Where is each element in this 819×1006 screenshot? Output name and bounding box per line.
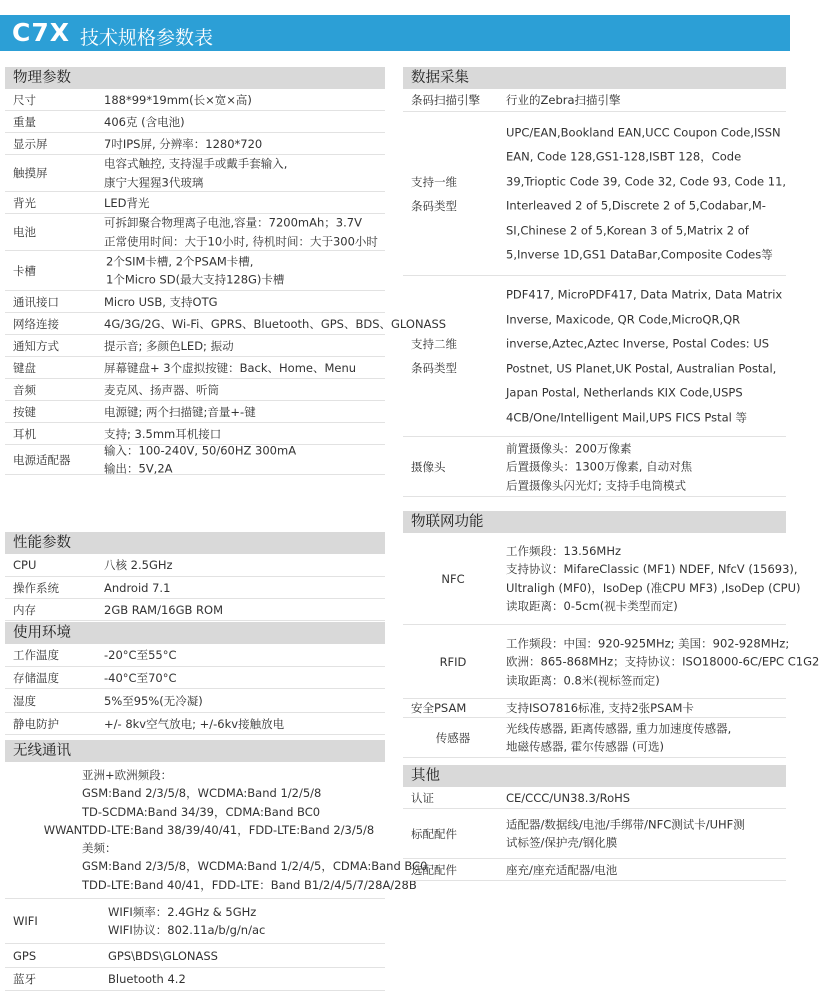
spec-value-line: 输出：5V,2A: [104, 461, 173, 476]
spec-value-line: GPS\BDS\GLONASS: [108, 948, 218, 963]
section-iot: [403, 511, 819, 758]
spec-value: [104, 404, 385, 420]
spec-value: [506, 790, 786, 806]
section-title: 物联网功能: [403, 511, 786, 533]
spec-value: [104, 214, 385, 251]
spec-value: [104, 716, 385, 732]
spec-value-line: 电容式触控, 支持湿手或戴手套输入,: [104, 156, 288, 171]
spec-value-line: 可拆卸聚合物理离子电池,容量：7200mAh；3.7V: [104, 215, 362, 230]
spec-label: 重量: [13, 114, 36, 129]
spec-value-line: 5%至95%(无冷凝): [104, 693, 203, 708]
spec-row: [403, 809, 786, 859]
spec-label: 电源适配器: [13, 452, 71, 467]
spec-value-line: TDD-LTE:Band 40/41，FDD-LTE：Band B1/2/4/5/7/28A/28B: [82, 877, 417, 892]
spec-value-line: 正常使用时间：大于10小时, 待机时间：大于300小时: [104, 234, 378, 248]
spec-value-line: 1个Micro SD(最大支持128G)卡槽: [106, 272, 285, 287]
spec-value-line: Android 7.1: [104, 580, 171, 595]
spec-value: [104, 382, 385, 398]
spec-value-line: 2个SIM卡槽, 2个PSAM卡槽,: [106, 254, 254, 268]
spec-row: [5, 968, 385, 991]
section-environment: [5, 622, 385, 735]
spec-value-line: 支持ISO7816标准, 支持2张PSAM卡: [506, 701, 694, 715]
spec-value: [104, 338, 385, 354]
spec-label: 标配配件: [411, 826, 457, 841]
spec-value-line: LED背光: [104, 195, 150, 210]
model-name: C7X: [12, 18, 71, 47]
spec-value: [104, 136, 385, 152]
spec-value-line: 188*99*19mm(长×宽×高): [104, 92, 252, 107]
spec-value: [104, 602, 385, 618]
spec-label: 支持二维 条码类型: [411, 337, 457, 375]
spec-value-line: 4G/3G/2G、Wi-Fi、GPRS、Bluetooth、GPS、BDS、GLONASS: [104, 316, 447, 331]
spec-value: [104, 92, 385, 108]
spec-label: 按键: [13, 404, 36, 419]
spec-value-line: 地磁传感器, 霍尔传感器 (可选): [506, 739, 664, 754]
spec-value-line: 欧洲：865-868MHz；支持协议：ISO18000-6C/EPC C1G2: [506, 654, 819, 669]
spec-label: 静电防护: [13, 716, 59, 731]
spec-value-line: 4CB/One/Intelligent Mail,UPS FICS Pstal 等: [506, 410, 748, 424]
section-title: 数据采集: [403, 67, 786, 89]
spec-value-line: -20°C至55°C: [104, 648, 177, 662]
spec-value-line: WIFI协议：802.11a/b/g/n/ac: [108, 923, 266, 937]
spec-row: [5, 89, 385, 111]
spec-value-line: 后置摄像头闪光灯; 支持手电筒模式: [506, 477, 687, 492]
spec-value-line: 读取距离：0-5cm(视卡类型而定): [506, 599, 678, 613]
spec-label: 认证: [411, 790, 434, 805]
spec-value-line: GSM:Band 2/3/5/8，WCDMA:Band 1/2/4/5，CDMA:Band BC0: [82, 859, 428, 874]
spec-value: [506, 439, 786, 495]
spec-value-line: UPC/EAN,Bookland EAN,UCC Coupon Code,ISSN: [506, 125, 781, 139]
spec-value-line: 座充/座充适配器/电池: [506, 862, 618, 877]
spec-row: [5, 599, 385, 621]
spec-row: [5, 713, 385, 735]
spec-value-line: 行业的Zebra扫描引擎: [506, 93, 621, 107]
spec-value-line: 406克 (含电池): [104, 114, 185, 129]
spec-label: 显示屏: [13, 136, 48, 151]
spec-value-line: Bluetooth 4.2: [108, 972, 186, 986]
section-other: [403, 765, 786, 881]
spec-row: [403, 625, 819, 699]
spec-value-line: Micro USB, 支持OTG: [104, 294, 218, 309]
spec-row: [5, 944, 385, 968]
spec-value-line: 后置摄像头：1300万像素, 自动对焦: [506, 459, 693, 474]
spec-value: [104, 557, 385, 573]
spec-value-line: 光线传感器, 距离传感器, 重力加速度传感器,: [506, 721, 732, 735]
page-title: 技术规格参数表: [80, 27, 214, 49]
spec-value: [104, 195, 385, 211]
spec-value: [506, 862, 786, 878]
spec-value-line: 2GB RAM/16GB ROM: [104, 602, 224, 617]
spec-value-line: 亚洲+欧洲频段：: [82, 767, 173, 782]
spec-value-line: 输入：100-240V, 50/60HZ 300mA: [104, 443, 297, 457]
spec-value: [104, 693, 385, 709]
spec-value-line: PDF417, MicroPDF417, Data Matrix, Data Matrix: [506, 287, 783, 302]
spec-value-line: +/- 8kv空气放电; +/-6kv接触放电: [104, 716, 285, 731]
section-title: 性能参数: [5, 532, 385, 554]
spec-label: 选配配件: [411, 862, 457, 877]
spec-value-line: WIFI频率：2.4GHz & 5GHz: [108, 905, 257, 919]
spec-value: [506, 283, 786, 430]
spec-row: [5, 667, 385, 689]
spec-row: [403, 112, 786, 276]
spec-value-line: inverse,Aztec,Aztec Inverse, Postal Codes: US: [506, 336, 770, 351]
spec-value: [506, 700, 786, 716]
spec-row: [5, 155, 385, 192]
spec-value-line: 前置摄像头：200万像素: [506, 440, 632, 455]
spec-row: [5, 313, 447, 335]
spec-row: [403, 718, 786, 758]
spec-value: [108, 948, 385, 964]
section-title: 物理参数: [5, 67, 385, 89]
spec-label: CPU: [13, 558, 37, 572]
spec-label: 尺寸: [13, 92, 36, 107]
spec-value: [104, 294, 385, 310]
spec-label: 通讯接口: [13, 294, 59, 309]
spec-label: 工作温度: [13, 648, 59, 662]
spec-value: [506, 542, 801, 616]
spec-value-line: 提示音; 多颜色LED; 振动: [104, 338, 234, 353]
spec-label: 支持一维 条码类型: [411, 174, 457, 213]
spec-row: [403, 437, 786, 497]
spec-row: [5, 379, 385, 401]
spec-row: [5, 251, 385, 291]
spec-value-line: 美频：: [82, 841, 117, 856]
spec-value-line: Japan Postal, Netherlands KIX Code,USPS: [506, 385, 743, 400]
section-data-capture: [403, 67, 786, 497]
spec-label: 通知方式: [13, 338, 59, 353]
spec-value-line: SI,Chinese 2 of 5,Korean 3 of 5,Matrix 2 of: [506, 223, 749, 237]
spec-value-line: Postnet, US Planet,UK Postal, Australian Postal,: [506, 361, 777, 375]
spec-value-line: EAN, Code 128,GS1-128,ISBT 128，Code: [506, 149, 742, 164]
spec-label: WWAN: [43, 823, 83, 837]
spec-row: [5, 554, 385, 577]
spec-value: [104, 580, 385, 596]
spec-value: [108, 971, 385, 987]
spec-row: [5, 644, 385, 667]
spec-label: 摄像头: [411, 459, 446, 474]
spec-row: [5, 899, 385, 944]
spec-row: [5, 335, 385, 357]
spec-value: [104, 647, 385, 663]
spec-value: [104, 114, 385, 130]
spec-value-line: 5,Inverse 1D,GS1 DataBar,Composite Codes等: [506, 247, 773, 262]
spec-label: 条码扫描引擎: [411, 93, 480, 107]
spec-row: [403, 276, 786, 437]
spec-value-line: Ultraligh (MF0)，IsoDep (准CPU MF3) ,IsoDep (CPU): [506, 580, 801, 595]
spec-row: [403, 859, 786, 881]
spec-value: [104, 360, 385, 376]
spec-label: 触摸屏: [13, 166, 48, 180]
section-title: 其他: [403, 765, 786, 787]
spec-value: [104, 670, 385, 686]
spec-row: [403, 89, 786, 112]
spec-label: RFID: [439, 654, 467, 669]
spec-value-line: TD-SCDMA:Band 34/39，CDMA:Band BC0: [82, 804, 321, 819]
spec-row: [403, 699, 786, 718]
spec-value-line: 康宁大猩猩3代玻璃: [104, 175, 204, 189]
spec-value-line: Inverse, Maxicode, QR Code,MicroQR,QR: [506, 312, 741, 326]
spec-value-line: 39,Trioptic Code 39, Code 32, Code 93, Code 11,: [506, 174, 787, 188]
spec-label: 网络连接: [13, 316, 59, 331]
spec-row: [403, 533, 801, 625]
spec-value-line: GSM:Band 2/3/5/8，WCDMA:Band 1/2/5/8: [82, 786, 322, 801]
spec-row: [5, 214, 385, 251]
section-performance: [5, 532, 385, 621]
spec-value: [104, 441, 385, 478]
spec-value-line: 7吋IPS屏, 分辨率：1280*720: [104, 136, 263, 151]
spec-value: [506, 634, 819, 690]
spec-row: [5, 689, 385, 713]
spec-label: 湿度: [13, 693, 36, 708]
spec-row: [5, 577, 385, 599]
spec-value: [506, 92, 786, 108]
spec-value-line: 适配器/数据线/电池/手绑带/NFC测试卡/UHF测: [506, 817, 745, 831]
spec-value: [104, 316, 447, 332]
spec-value-line: TDD-LTE:Band 38/39/40/41，FDD-LTE:Band 2/3/5/8: [82, 822, 375, 837]
spec-value-line: 屏幕键盘+ 3个虚拟按键：Back、Home、Menu: [104, 360, 357, 375]
spec-label: 安全PSAM: [411, 701, 467, 715]
spec-label: 存储温度: [13, 670, 59, 685]
spec-value-line: 工作频段：13.56MHz: [506, 543, 622, 558]
spec-row: [5, 401, 385, 423]
spec-value-line: 试标签/保护壳/钢化膜: [506, 835, 618, 850]
spec-label: 内存: [13, 602, 36, 617]
spec-label: 耳机: [13, 426, 36, 441]
spec-row: [5, 445, 385, 475]
spec-label: GPS: [13, 948, 37, 963]
spec-label: 操作系统: [13, 580, 59, 595]
spec-row: [5, 192, 385, 214]
spec-label: 卡槽: [13, 263, 36, 278]
spec-row: [5, 133, 385, 155]
spec-label: 背光: [13, 195, 36, 210]
spec-value-line: 工作频段：中国：920-925MHz; 美国：902-928MHz;: [506, 635, 790, 650]
spec-value: [506, 815, 786, 852]
spec-value-line: 八核 2.5GHz: [104, 558, 173, 572]
spec-label: WIFI: [13, 914, 38, 928]
spec-row: [403, 787, 786, 809]
spec-row: [5, 111, 385, 133]
spec-value: [104, 426, 385, 442]
spec-value-line: 麦克风、扬声器、听筒: [104, 382, 219, 397]
spec-value-line: -40°C至70°C: [104, 670, 177, 685]
spec-label: 传感器: [435, 730, 471, 745]
spec-value-line: Interleaved 2 of 5,Discrete 2 of 5,Codabar,M-: [506, 198, 766, 213]
spec-label: 键盘: [13, 360, 36, 375]
section-title: 无线通讯: [5, 740, 385, 762]
spec-row: [5, 291, 385, 313]
spec-value-line: 读取距离：0.8米(视标签而定): [506, 672, 660, 687]
spec-value: [506, 719, 786, 756]
section-title: 使用环境: [5, 622, 385, 644]
spec-value-line: 支持协议：MifareClassic (MF1) NDEF, NfcV (15693),: [506, 562, 798, 576]
spec-label: 音频: [13, 382, 36, 397]
spec-value: [106, 252, 385, 289]
spec-value: [104, 155, 385, 192]
spec-value-line: 支持; 3.5mm耳机接口: [104, 426, 222, 441]
spec-label: 蓝牙: [13, 972, 36, 986]
spec-value: [506, 120, 786, 267]
spec-label: 电池: [13, 225, 36, 239]
header-banner: [0, 15, 790, 51]
spec-value-line: CE/CCC/UN38.3/RoHS: [506, 790, 631, 805]
spec-value-line: 电源键; 两个扫描键;音量+-键: [104, 404, 256, 419]
spec-row: [5, 357, 385, 379]
spec-label: NFC: [441, 571, 465, 586]
spec-value: [108, 903, 385, 939]
